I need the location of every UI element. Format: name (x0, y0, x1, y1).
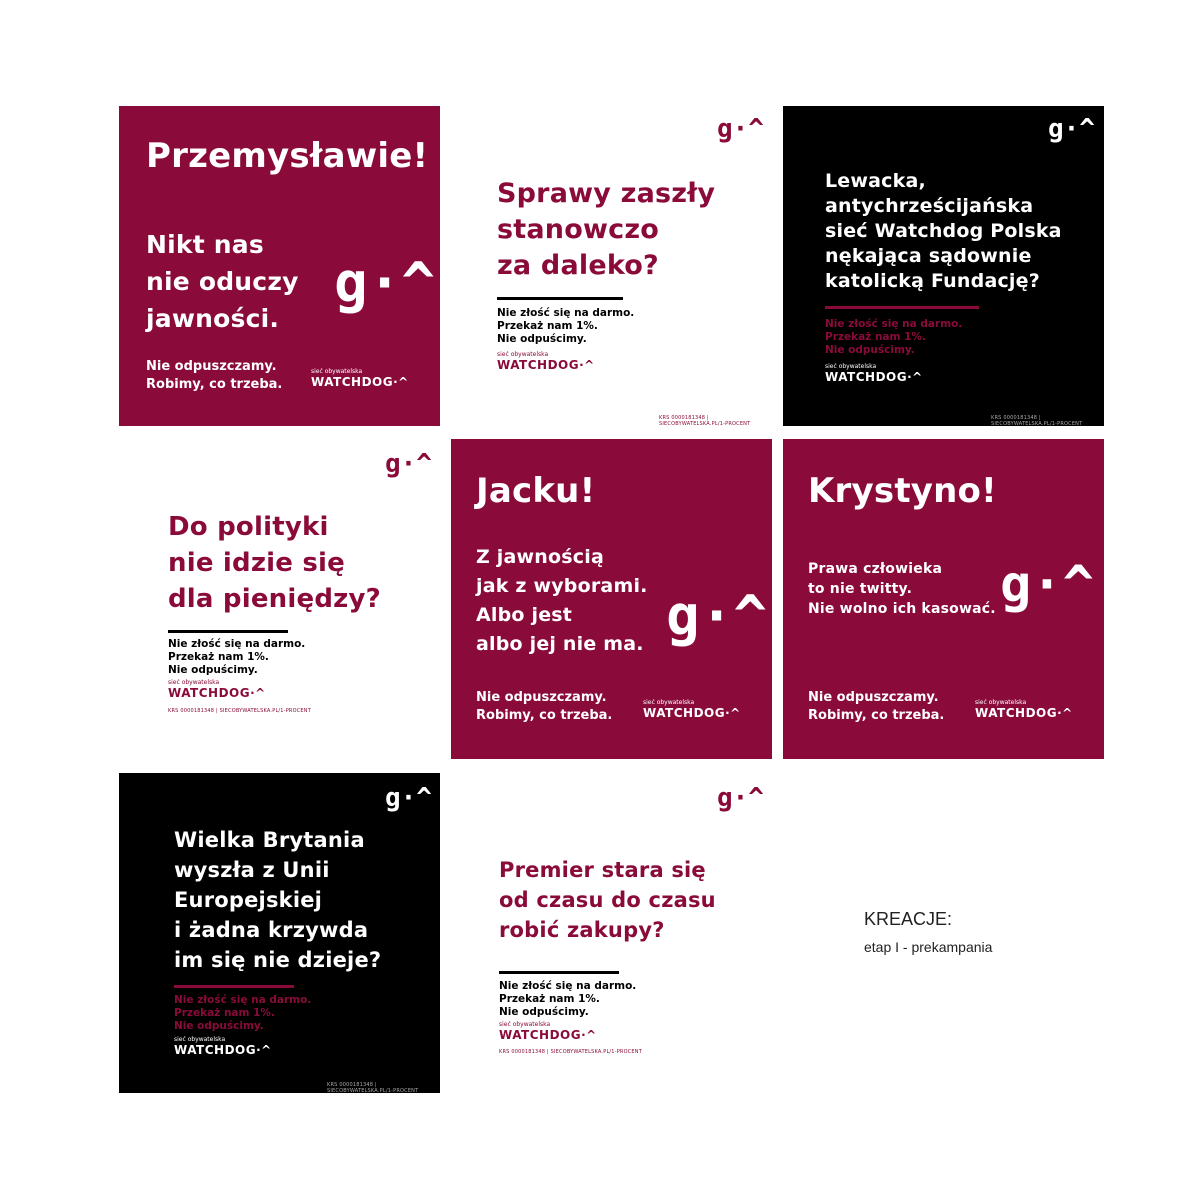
brand-logo (311, 368, 409, 389)
brand-small-text: sieć obywatelska (311, 368, 363, 375)
poster-cta: Nie złość się na darmo. Przekaż nam 1%. Nie odpuścimy. (497, 307, 635, 345)
krs-line: KRS 0000181348 | SIECOBYWATELSKA.PL/1-PROCENT (327, 1082, 419, 1093)
divider-line (174, 985, 294, 988)
poster-footer: Nie odpuszczamy. Robimy, co trzeba. (476, 690, 613, 723)
caption-subtitle: etap I - prekampania (864, 939, 993, 955)
brand-logo (825, 363, 923, 384)
brand-mark: ·^ (393, 375, 409, 389)
poster-footer: Nie odpuszczamy. Robimy, co trzeba. (808, 690, 945, 723)
watchdog-logo-mark: g·^ (717, 114, 764, 144)
poster-footer: Nie odpuszczamy. Robimy, co trzeba. (146, 359, 283, 392)
brand-word: WATCHDOG (168, 686, 251, 700)
brand-mark: ·^ (256, 1043, 272, 1057)
brand-word: WATCHDOG (311, 375, 394, 389)
brand-word: WATCHDOG (643, 706, 726, 720)
poster-headline: Lewacka, antychrześcijańska sieć Watchdog Polska nękająca sądownie katolicką Fundację? (825, 170, 1062, 292)
poster-body: Nikt nas nie oduczy jawności. (146, 230, 299, 333)
brand-mark: ·^ (1057, 706, 1073, 720)
caption (864, 908, 992, 958)
brand-mark: ·^ (725, 706, 741, 720)
brand-logo (168, 679, 266, 700)
watchdog-logo-mark: g·^ (666, 584, 768, 649)
poster-headline: Wielka Brytania wyszła z Unii Europejskiej i żadna krzywda im się nie dzieje? (174, 828, 382, 972)
brand-mark: ·^ (581, 1028, 597, 1042)
brand-logo (643, 699, 741, 720)
krs-line: KRS 0000181348 | SIECOBYWATELSKA.PL/1-PROCENT (499, 1049, 642, 1055)
poster-do-polityki (119, 439, 440, 759)
brand-small-text: sieć obywatelska (497, 351, 549, 358)
watchdog-logo-mark: g·^ (334, 251, 436, 316)
poster-headline: Do polityki nie idzie się dla pieniędzy? (168, 512, 381, 614)
brand-logo (497, 351, 595, 372)
divider-line (499, 971, 619, 974)
watchdog-logo-mark: g·^ (1048, 114, 1095, 144)
poster-headline: Sprawy zaszły stanowczo za daleko? (497, 178, 716, 281)
brand-small-text: sieć obywatelska (975, 699, 1027, 706)
brand-small-text: sieć obywatelska (174, 1036, 226, 1043)
brand-small-text: sieć obywatelska (825, 363, 877, 370)
poster-wielka-brytania (119, 773, 440, 1093)
brand-word: WATCHDOG (975, 706, 1058, 720)
poster-premier (451, 773, 772, 1093)
brand-word: WATCHDOG (174, 1043, 257, 1057)
caption-title: KREACJE: (864, 909, 953, 929)
krs-line: KRS 0000181348 | SIECOBYWATELSKA.PL/1-PROCENT (168, 708, 311, 714)
divider-line (168, 630, 288, 633)
brand-small-text: sieć obywatelska (168, 679, 220, 686)
poster-krystyno (783, 439, 1104, 759)
brand-mark: ·^ (250, 686, 266, 700)
divider-line (497, 297, 623, 300)
brand-small-text: sieć obywatelska (643, 699, 695, 706)
brand-mark: ·^ (907, 370, 923, 384)
watchdog-logo-mark: g·^ (385, 783, 432, 813)
brand-word: WATCHDOG (825, 370, 908, 384)
brand-logo (174, 1036, 272, 1057)
watchdog-logo-mark: g·^ (1000, 555, 1094, 615)
poster-cta: Nie złość się na darmo. Przekaż nam 1%. Nie odpuścimy. (825, 318, 963, 356)
poster-cta: Nie złość się na darmo. Przekaż nam 1%. Nie odpuścimy. (168, 638, 306, 676)
brand-logo (975, 699, 1073, 720)
poster-lewacka (783, 106, 1104, 426)
divider-line (825, 306, 979, 309)
poster-body: Prawa człowieka to nie twitty. Nie wolno ich kasować. (808, 561, 996, 617)
poster-headline: Krystyno! (808, 471, 997, 511)
poster-sprawy (451, 106, 772, 426)
brand-logo (499, 1021, 597, 1042)
brand-small-text: sieć obywatelska (499, 1021, 551, 1028)
brand-word: WATCHDOG (497, 358, 580, 372)
poster-przemyslawie (119, 106, 440, 426)
poster-jacku (451, 439, 772, 759)
poster-cta: Nie złość się na darmo. Przekaż nam 1%. Nie odpuścimy. (499, 980, 637, 1018)
poster-headline: Jacku! (476, 471, 596, 511)
krs-line: KRS 0000181348 | SIECOBYWATELSKA.PL/1-PROCENT (991, 415, 1083, 426)
brand-mark: ·^ (579, 358, 595, 372)
poster-headline: Premier stara się od czasu do czasu robić zakupy? (499, 858, 716, 942)
watchdog-logo-mark: g·^ (717, 783, 764, 813)
brand-word: WATCHDOG (499, 1028, 582, 1042)
watchdog-logo-mark: g·^ (385, 449, 432, 479)
poster-body: Z jawnością jak z wyborami. Albo jest albo jej nie ma. (476, 546, 648, 655)
krs-line: KRS 0000181348 | SIECOBYWATELSKA.PL/1-PROCENT (659, 415, 751, 426)
poster-headline: Przemysławie! (146, 136, 429, 176)
poster-cta: Nie złość się na darmo. Przekaż nam 1%. Nie odpuścimy. (174, 994, 312, 1032)
